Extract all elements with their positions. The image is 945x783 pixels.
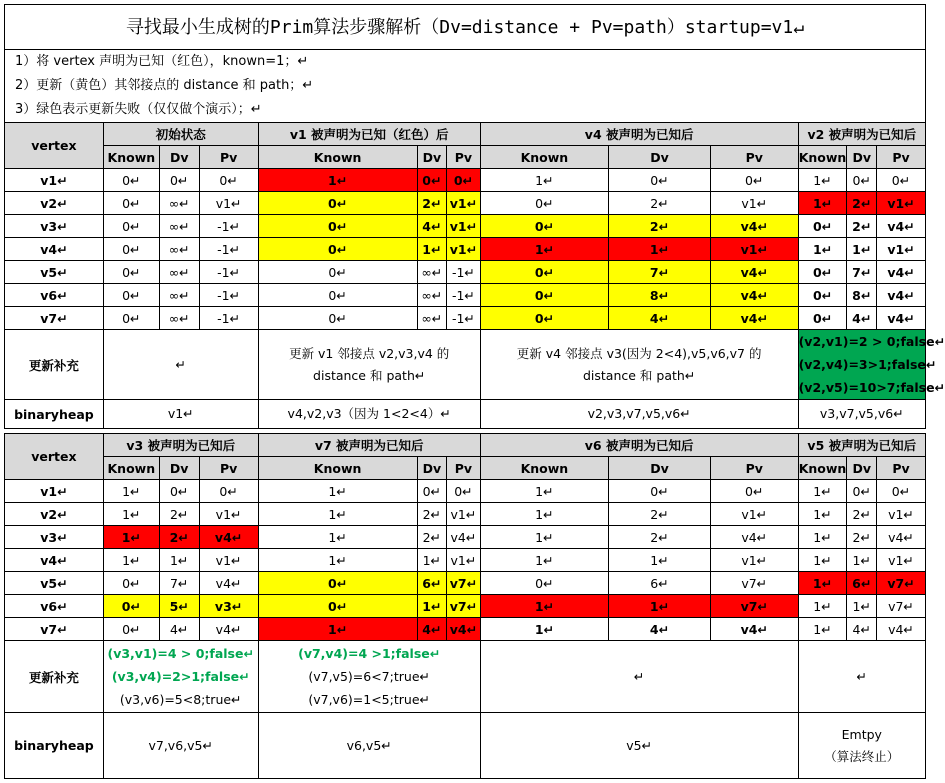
- known-cell: 0↵: [798, 261, 847, 284]
- dv-cell: 0↵: [847, 169, 877, 192]
- known-header: Known: [798, 146, 847, 169]
- pv-header: Pv: [199, 146, 258, 169]
- vertex-row: [5, 284, 926, 307]
- pv-cell: -1↵: [447, 261, 481, 284]
- dv-cell: 2↵: [609, 215, 711, 238]
- supplement-label: 更新补充: [5, 330, 104, 400]
- dv-header: Dv: [609, 146, 711, 169]
- known-cell: 1↵: [258, 618, 417, 641]
- pv-cell: v1↵: [447, 503, 481, 526]
- dv-cell: 8↵: [609, 284, 711, 307]
- pv-cell: v1↵: [447, 215, 481, 238]
- dv-cell: 0↵: [847, 480, 877, 503]
- dv-cell: 0↵: [609, 169, 711, 192]
- vertex-row: [5, 192, 926, 215]
- known-header: Known: [103, 457, 159, 480]
- known-cell: 0↵: [258, 307, 417, 330]
- vertex-header: vertex: [5, 434, 104, 480]
- pv-cell: v1↵: [710, 503, 798, 526]
- dv-cell: 7↵: [847, 261, 877, 284]
- dv-cell: 1↵: [159, 549, 199, 572]
- known-cell: 1↵: [480, 595, 608, 618]
- known-header: Known: [103, 146, 159, 169]
- vertex-label: v1↵: [5, 480, 104, 503]
- known-cell: 0↵: [103, 572, 159, 595]
- dv-cell: 0↵: [417, 480, 447, 503]
- group-header: v7 被声明为已知后: [258, 434, 480, 457]
- dv-cell: 2↵: [609, 503, 711, 526]
- dv-cell: 0↵: [159, 169, 199, 192]
- known-cell: 0↵: [258, 215, 417, 238]
- vertex-label: v3↵: [5, 526, 104, 549]
- dv-header: Dv: [417, 146, 447, 169]
- known-header: Known: [480, 146, 608, 169]
- dv-cell: 4↵: [417, 215, 447, 238]
- dv-cell: 1↵: [417, 238, 447, 261]
- prim-table-2: [4, 433, 926, 779]
- supplement-line: distance 和 path↵: [313, 367, 426, 383]
- pv-cell: v1↵: [199, 503, 258, 526]
- column-header-row: [5, 457, 926, 480]
- known-header: Known: [258, 457, 417, 480]
- dv-cell: 1↵: [847, 238, 877, 261]
- supplement-line: (v7,v4)=4 >1;false↵: [298, 646, 441, 661]
- binaryheap-cell: v5↵: [480, 713, 798, 779]
- pv-cell: v1↵: [877, 238, 926, 261]
- vertex-label: v6↵: [5, 284, 104, 307]
- pv-cell: v1↵: [447, 549, 481, 572]
- dv-cell: 4↵: [847, 618, 877, 641]
- group-header-row: [5, 123, 926, 146]
- known-cell: 0↵: [258, 238, 417, 261]
- pv-cell: v4↵: [877, 284, 926, 307]
- known-cell: 1↵: [103, 549, 159, 572]
- pv-cell: v1↵: [447, 238, 481, 261]
- dv-cell: 1↵: [417, 595, 447, 618]
- pv-cell: v7↵: [876, 595, 925, 618]
- known-cell: 1↵: [798, 192, 847, 215]
- dv-header: Dv: [159, 457, 199, 480]
- dv-cell: 4↵: [609, 307, 711, 330]
- dv-header: Dv: [847, 146, 877, 169]
- supplement-cell: [103, 641, 258, 713]
- known-cell: 0↵: [258, 572, 417, 595]
- known-cell: 0↵: [258, 192, 417, 215]
- known-cell: 1↵: [103, 480, 159, 503]
- vertex-row: [5, 261, 926, 284]
- pv-cell: 0↵: [199, 169, 258, 192]
- column-header-row: [5, 146, 926, 169]
- known-header: Known: [798, 457, 847, 480]
- vertex-label: v5↵: [5, 261, 104, 284]
- known-cell: 1↵: [798, 595, 847, 618]
- pv-cell: 0↵: [710, 480, 798, 503]
- supplement-line: 更新 v4 邻接点 v3(因为 2<4),v5,v6,v7 的: [516, 345, 762, 361]
- supplement-cell: [480, 330, 798, 400]
- pv-cell: v4↵: [877, 307, 926, 330]
- dv-cell: 6↵: [417, 572, 447, 595]
- vertex-row: [5, 215, 926, 238]
- binaryheap-cell: v6,v5↵: [258, 713, 480, 779]
- group-header: v3 被声明为已知后: [103, 434, 258, 457]
- known-cell: 0↵: [103, 238, 159, 261]
- pv-cell: v7↵: [447, 572, 481, 595]
- vertex-row: [5, 572, 926, 595]
- pv-cell: v1↵: [876, 503, 925, 526]
- known-header: Known: [258, 146, 417, 169]
- dv-cell: ∞↵: [159, 238, 199, 261]
- vertex-label: v5↵: [5, 572, 104, 595]
- dv-cell: ∞↵: [159, 215, 199, 238]
- binaryheap-label: binaryheap: [5, 400, 104, 429]
- supplement-line: (v2,v1)=2 > 0;false↵: [798, 334, 945, 349]
- pv-cell: v4↵: [447, 526, 481, 549]
- known-cell: 1↵: [798, 526, 847, 549]
- pv-cell: -1↵: [199, 215, 258, 238]
- binaryheap-cell: v2,v3,v7,v5,v6↵: [480, 400, 798, 429]
- pv-header: Pv: [199, 457, 258, 480]
- binaryheap-cell: v7,v6,v5↵: [103, 713, 258, 779]
- pv-cell: v4↵: [199, 618, 258, 641]
- dv-header: Dv: [159, 146, 199, 169]
- known-cell: 1↵: [798, 480, 847, 503]
- group-header: v1 被声明为已知（红色）后: [258, 123, 480, 146]
- pv-header: Pv: [877, 146, 926, 169]
- supplement-line: 更新 v1 邻接点 v2,v3,v4 的: [289, 345, 450, 361]
- pv-cell: v4↵: [710, 618, 798, 641]
- dv-cell: 2↵: [159, 526, 199, 549]
- dv-cell: 2↵: [417, 526, 447, 549]
- dv-cell: 2↵: [609, 526, 711, 549]
- known-cell: 1↵: [480, 480, 608, 503]
- supplement-label: 更新补充: [5, 641, 104, 713]
- dv-cell: 2↵: [847, 503, 877, 526]
- pv-cell: 0↵: [876, 480, 925, 503]
- group-header: v2 被声明为已知后: [798, 123, 925, 146]
- binaryheap-cell: v3,v7,v5,v6↵: [798, 400, 925, 429]
- known-cell: 1↵: [480, 169, 608, 192]
- dv-cell: ∞↵: [417, 307, 447, 330]
- dv-cell: 5↵: [159, 595, 199, 618]
- binaryheap-cell: v4,v2,v3（因为 1<2<4）↵: [258, 400, 480, 429]
- dv-cell: 2↵: [417, 503, 447, 526]
- pv-cell: 0↵: [447, 480, 481, 503]
- vertex-label: v2↵: [5, 192, 104, 215]
- vertex-row: [5, 549, 926, 572]
- vertex-label: v6↵: [5, 595, 104, 618]
- supplement-cell: ↵: [798, 641, 925, 713]
- page-title: 寻找最小生成树的Prim算法步骤解析（Dv=distance + Pv=path）startup=v1↵: [4, 4, 926, 50]
- pv-cell: v4↵: [710, 284, 798, 307]
- known-cell: 0↵: [103, 169, 159, 192]
- known-cell: 1↵: [103, 503, 159, 526]
- pv-cell: v4↵: [876, 618, 925, 641]
- vertex-row: [5, 307, 926, 330]
- prim-table-1: [4, 122, 945, 429]
- supplement-cell: [258, 641, 480, 713]
- known-cell: 0↵: [103, 192, 159, 215]
- known-cell: 0↵: [798, 284, 847, 307]
- pv-cell: -1↵: [199, 261, 258, 284]
- known-cell: 0↵: [798, 307, 847, 330]
- known-cell: 0↵: [103, 595, 159, 618]
- step-1: 1）将 vertex 声明为已知（红色），known=1；↵: [4, 50, 926, 74]
- dv-cell: 1↵: [609, 238, 711, 261]
- vertex-header: vertex: [5, 123, 104, 169]
- dv-cell: 0↵: [417, 169, 447, 192]
- dv-cell: 0↵: [609, 480, 711, 503]
- pv-cell: v1↵: [876, 549, 925, 572]
- pv-cell: v1↵: [447, 192, 481, 215]
- known-cell: 1↵: [480, 238, 608, 261]
- supplement-line: (v3,v1)=4 > 0;false↵: [107, 646, 254, 661]
- dv-cell: ∞↵: [159, 192, 199, 215]
- vertex-row: [5, 595, 926, 618]
- pv-cell: v1↵: [199, 549, 258, 572]
- pv-cell: v4↵: [710, 215, 798, 238]
- dv-cell: 6↵: [609, 572, 711, 595]
- pv-header: Pv: [710, 457, 798, 480]
- pv-header: Pv: [447, 457, 481, 480]
- binaryheap-cell: v1↵: [103, 400, 258, 429]
- known-cell: 0↵: [258, 284, 417, 307]
- pv-cell: v4↵: [876, 526, 925, 549]
- pv-cell: v7↵: [710, 595, 798, 618]
- dv-cell: 2↵: [847, 215, 877, 238]
- pv-cell: -1↵: [447, 307, 481, 330]
- binaryheap-line: Emtpy: [841, 726, 882, 742]
- known-cell: 1↵: [480, 526, 608, 549]
- pv-cell: v4↵: [710, 261, 798, 284]
- pv-cell: -1↵: [199, 238, 258, 261]
- known-cell: 0↵: [480, 572, 608, 595]
- known-header: Known: [480, 457, 608, 480]
- vertex-label: v4↵: [5, 238, 104, 261]
- dv-cell: 2↵: [417, 192, 447, 215]
- known-cell: 0↵: [258, 261, 417, 284]
- dv-header: Dv: [417, 457, 447, 480]
- known-cell: 0↵: [103, 215, 159, 238]
- supplement-line: (v2,v4)=3>1;false↵: [798, 357, 937, 372]
- known-cell: 0↵: [480, 261, 608, 284]
- pv-cell: v1↵: [710, 549, 798, 572]
- pv-cell: v4↵: [199, 572, 258, 595]
- dv-cell: 4↵: [417, 618, 447, 641]
- pv-header: Pv: [447, 146, 481, 169]
- binaryheap-label: binaryheap: [5, 713, 104, 779]
- known-cell: 0↵: [103, 307, 159, 330]
- known-cell: 1↵: [798, 549, 847, 572]
- vertex-row: [5, 503, 926, 526]
- known-cell: 1↵: [798, 618, 847, 641]
- known-cell: 1↵: [798, 169, 847, 192]
- supplement-cell: [258, 330, 480, 400]
- dv-cell: ∞↵: [159, 284, 199, 307]
- binaryheap-cell: [798, 713, 925, 779]
- supplement-line: (v2,v5)=10>7;false↵: [798, 380, 945, 395]
- dv-cell: 1↵: [847, 595, 877, 618]
- known-cell: 0↵: [480, 284, 608, 307]
- dv-cell: 1↵: [609, 595, 711, 618]
- supplement-line: (v3,v6)=5<8;true↵: [119, 692, 242, 707]
- known-cell: 1↵: [258, 169, 417, 192]
- known-cell: 1↵: [258, 503, 417, 526]
- binaryheap-row: [5, 713, 926, 779]
- pv-cell: -1↵: [199, 307, 258, 330]
- dv-cell: ∞↵: [159, 261, 199, 284]
- pv-cell: v4↵: [877, 261, 926, 284]
- dv-cell: 8↵: [847, 284, 877, 307]
- vertex-label: v1↵: [5, 169, 104, 192]
- pv-cell: v4↵: [710, 307, 798, 330]
- known-cell: 1↵: [258, 526, 417, 549]
- pv-cell: v4↵: [877, 215, 926, 238]
- supplement-line: (v7,v6)=1<5;true↵: [308, 692, 430, 707]
- dv-cell: 1↵: [847, 549, 877, 572]
- known-cell: 1↵: [480, 503, 608, 526]
- known-cell: 0↵: [480, 215, 608, 238]
- pv-cell: 0↵: [710, 169, 798, 192]
- binaryheap-line: （算法终止）: [824, 748, 900, 764]
- known-cell: 1↵: [258, 480, 417, 503]
- known-cell: 1↵: [480, 618, 608, 641]
- group-header: v5 被声明为已知后: [798, 434, 925, 457]
- supplement-line: distance 和 path↵: [582, 367, 696, 383]
- known-cell: 0↵: [798, 215, 847, 238]
- dv-cell: 4↵: [847, 307, 877, 330]
- pv-cell: v4↵: [199, 526, 258, 549]
- known-cell: 1↵: [798, 238, 847, 261]
- group-header: v4 被声明为已知后: [480, 123, 798, 146]
- dv-header: Dv: [609, 457, 711, 480]
- vertex-row: [5, 169, 926, 192]
- dv-cell: 2↵: [609, 192, 711, 215]
- known-cell: 0↵: [103, 261, 159, 284]
- known-cell: 0↵: [103, 284, 159, 307]
- supplement-cell: [798, 330, 945, 400]
- binaryheap-row: [5, 400, 926, 429]
- vertex-row: [5, 618, 926, 641]
- dv-cell: 4↵: [609, 618, 711, 641]
- dv-cell: ∞↵: [159, 307, 199, 330]
- dv-cell: 2↵: [847, 526, 877, 549]
- pv-cell: v1↵: [710, 192, 798, 215]
- dv-cell: 2↵: [159, 503, 199, 526]
- known-cell: 1↵: [103, 526, 159, 549]
- group-header: v6 被声明为已知后: [480, 434, 798, 457]
- pv-cell: 0↵: [199, 480, 258, 503]
- supplement-line: (v3,v4)=2>1;false↵: [111, 669, 250, 684]
- known-cell: 0↵: [103, 618, 159, 641]
- pv-cell: v7↵: [876, 572, 925, 595]
- known-cell: 1↵: [798, 572, 847, 595]
- pv-cell: 0↵: [447, 169, 481, 192]
- known-cell: 1↵: [480, 549, 608, 572]
- dv-cell: 6↵: [847, 572, 877, 595]
- known-cell: 0↵: [480, 307, 608, 330]
- pv-header: Pv: [876, 457, 925, 480]
- group-header: 初始状态: [103, 123, 258, 146]
- pv-cell: v1↵: [199, 192, 258, 215]
- dv-cell: 7↵: [609, 261, 711, 284]
- vertex-label: v2↵: [5, 503, 104, 526]
- dv-cell: 1↵: [609, 549, 711, 572]
- vertex-label: v3↵: [5, 215, 104, 238]
- supplement-cell: ↵: [480, 641, 798, 713]
- pv-cell: v7↵: [710, 572, 798, 595]
- pv-cell: v7↵: [447, 595, 481, 618]
- pv-cell: v1↵: [877, 192, 926, 215]
- supplement-line: (v7,v5)=6<7;true↵: [308, 669, 430, 684]
- pv-cell: v4↵: [710, 526, 798, 549]
- dv-cell: 4↵: [159, 618, 199, 641]
- pv-cell: -1↵: [199, 284, 258, 307]
- dv-cell: 0↵: [159, 480, 199, 503]
- vertex-row: [5, 238, 926, 261]
- supplement-row: [5, 330, 926, 400]
- dv-header: Dv: [847, 457, 877, 480]
- pv-header: Pv: [710, 146, 798, 169]
- group-header-row: [5, 434, 926, 457]
- vertex-row: [5, 480, 926, 503]
- step-2: 2）更新（黄色）其邻接点的 distance 和 path；↵: [4, 74, 926, 98]
- dv-cell: 2↵: [847, 192, 877, 215]
- step-3: 3）绿色表示更新失败（仅仅做个演示）；↵: [4, 98, 926, 122]
- supplement-row: [5, 641, 926, 713]
- known-cell: 0↵: [258, 595, 417, 618]
- dv-cell: 1↵: [417, 549, 447, 572]
- pv-cell: 0↵: [877, 169, 926, 192]
- vertex-label: v7↵: [5, 307, 104, 330]
- known-cell: 0↵: [480, 192, 608, 215]
- dv-cell: ∞↵: [417, 284, 447, 307]
- known-cell: 1↵: [258, 549, 417, 572]
- pv-cell: -1↵: [447, 284, 481, 307]
- supplement-cell: ↵: [103, 330, 258, 400]
- pv-cell: v1↵: [710, 238, 798, 261]
- vertex-label: v7↵: [5, 618, 104, 641]
- dv-cell: ∞↵: [417, 261, 447, 284]
- vertex-row: [5, 526, 926, 549]
- pv-cell: v4↵: [447, 618, 481, 641]
- dv-cell: 7↵: [159, 572, 199, 595]
- vertex-label: v4↵: [5, 549, 104, 572]
- pv-cell: v3↵: [199, 595, 258, 618]
- known-cell: 1↵: [798, 503, 847, 526]
